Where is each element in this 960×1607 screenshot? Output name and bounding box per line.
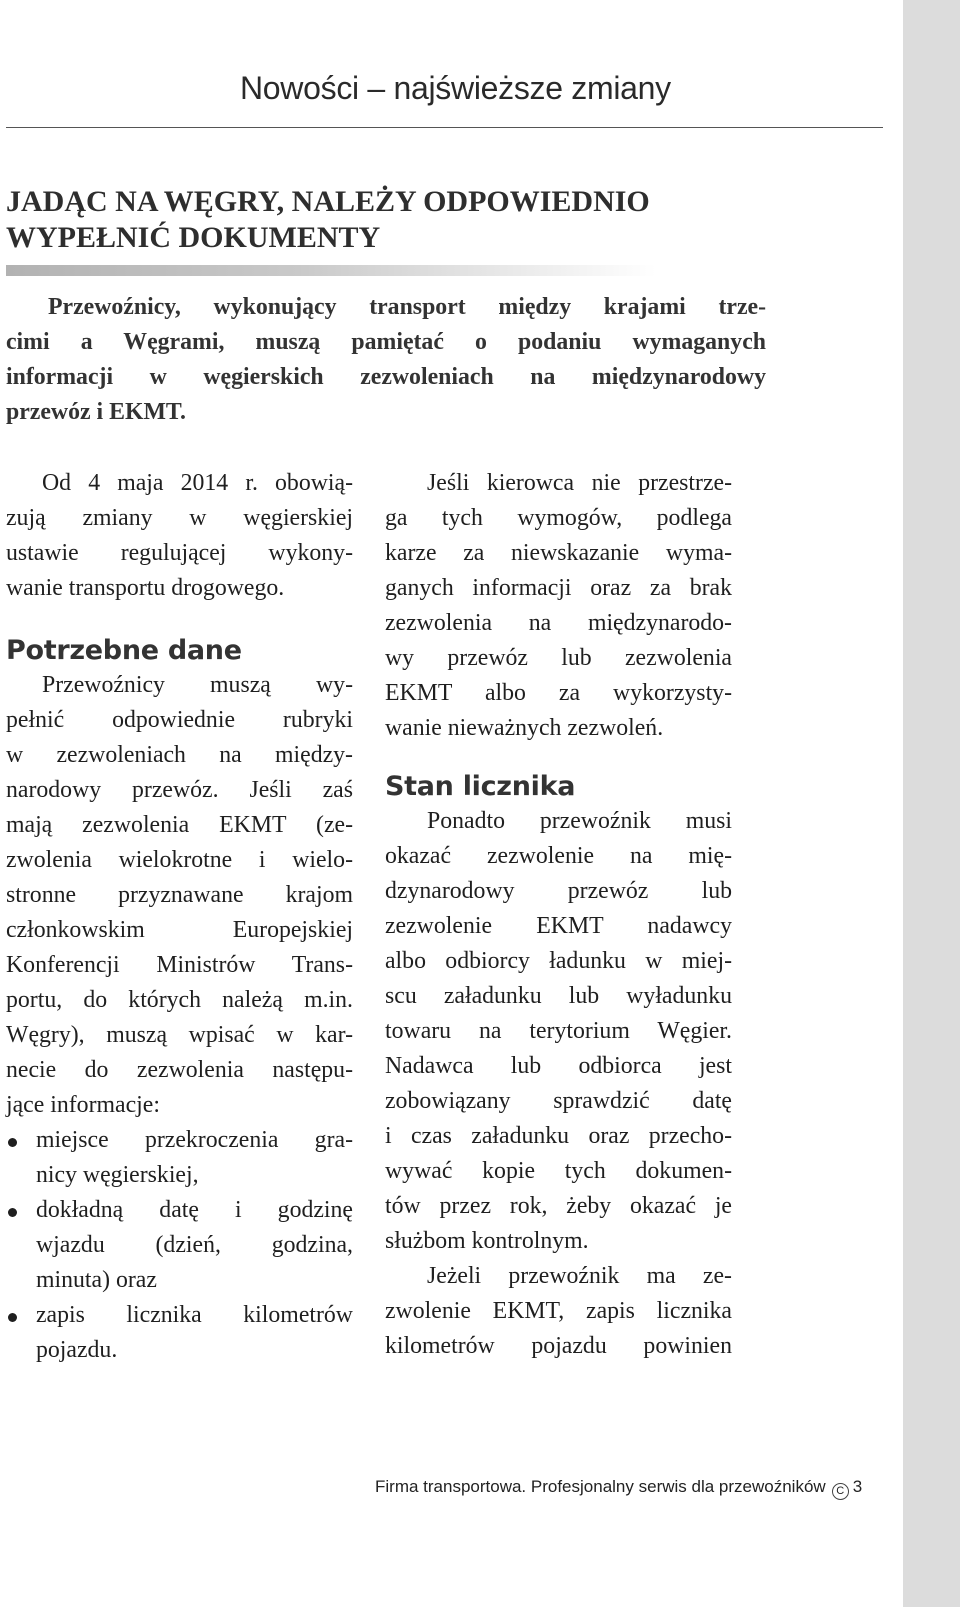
lead-line: cimi a Węgrami, muszą pamiętać o podaniu wymaganych xyxy=(6,329,766,355)
body-line: Konferencji Ministrów Trans- xyxy=(6,952,353,978)
bullet-item xyxy=(6,1193,353,1228)
body-line: zwolenia wielokrotne i wielo- xyxy=(6,847,353,873)
page-edge-strip xyxy=(903,0,960,1607)
title-line-1: JADĄC NA WĘGRY, NALEŻY ODPOWIEDNIO xyxy=(6,185,650,218)
bullet-icon xyxy=(8,1313,17,1322)
body-line: EKMT albo za wykorzysty- xyxy=(385,680,732,706)
body-line: necie do zezwolenia następu- xyxy=(6,1057,353,1083)
intro-line: Od 4 maja 2014 r. obowią- xyxy=(42,470,353,496)
lead-line: Przewoźnicy, wykonujący transport między krajami trze- xyxy=(48,294,766,320)
body-line: pełnić odpowiednie rubryki xyxy=(6,707,353,733)
publication-name: Firma transportowa. Profesjonalny serwis dla przewoźników xyxy=(375,1477,826,1496)
left-column xyxy=(6,466,353,1368)
article-title xyxy=(6,184,886,256)
body-line: członkowskim Europejskiej xyxy=(6,917,353,943)
right-column xyxy=(385,466,732,1364)
header-rule xyxy=(6,127,883,128)
body-line: mają zezwolenia EKMT (ze- xyxy=(6,812,353,838)
spacer xyxy=(385,746,732,769)
intro-line: wanie transportu drogowego. xyxy=(6,575,285,601)
subheading-potrzebne-dane: Potrzebne dane xyxy=(6,635,242,666)
bullet-continuation: minuta) oraz xyxy=(36,1267,157,1293)
subheading-stan-licznika: Stan licznika xyxy=(385,771,576,802)
body-line: dzynarodowy przewóz lub xyxy=(385,878,732,904)
body-line: kilometrów pojazdu powinien xyxy=(385,1333,732,1359)
bullet-continuation: nicy węgierskiej, xyxy=(36,1162,199,1188)
body-line: służbom kontrolnym. xyxy=(385,1228,589,1254)
body-line: wy przewóz lub zezwolenia xyxy=(385,645,732,671)
body-line: wywać kopie tych dokumen- xyxy=(385,1158,732,1184)
body-line: zwolenie EKMT, zapis licznika xyxy=(385,1298,732,1324)
section-header: Nowości – najświeższe zmiany xyxy=(240,70,671,106)
bullet-continuation: pojazdu. xyxy=(36,1337,118,1363)
intro-line: zują zmiany w węgierskiej xyxy=(6,505,353,531)
body-line: narodowy przewóz. Jeśli zaś xyxy=(6,777,353,803)
body-line: scu załadunku lub wyładunku xyxy=(385,983,732,1009)
title-underline xyxy=(6,265,656,276)
body-line: jące informacje: xyxy=(6,1092,160,1118)
body-line: w zezwoleniach na między- xyxy=(6,742,353,768)
bullet-item xyxy=(6,1123,353,1158)
page-number: 3 xyxy=(852,1477,863,1496)
bullet-continuation: wjazdu (dzień, godzina, xyxy=(36,1232,353,1258)
copyright-icon: C xyxy=(832,1483,849,1500)
body-line: wanie nieważnych zezwoleń. xyxy=(385,715,664,741)
body-line: Jeżeli przewoźnik ma ze- xyxy=(427,1263,732,1289)
body-line: Przewoźnicy muszą wy- xyxy=(42,672,353,698)
body-line: towaru na terytorium Węgier. xyxy=(385,1018,732,1044)
body-line: karze za niewskazanie wyma- xyxy=(385,540,732,566)
body-line: albo odbiorcy ładunku w miej- xyxy=(385,948,732,974)
lead-line: informacji w węgierskich zezwoleniach na międzynarodowy xyxy=(6,364,766,390)
body-line: Węgry), muszą wpisać w kar- xyxy=(6,1022,353,1048)
body-line: zobowiązany sprawdzić datę xyxy=(385,1088,732,1114)
bullet-icon xyxy=(8,1138,17,1147)
bullet-icon xyxy=(8,1208,17,1217)
page-footer xyxy=(375,1477,862,1500)
spacer xyxy=(6,606,353,633)
body-line: i czas załadunku oraz przecho- xyxy=(385,1123,732,1149)
body-line: stronne przyznawane krajom xyxy=(6,882,353,908)
body-line: Ponadto przewoźnik musi xyxy=(427,808,732,834)
body-line: zezwolenia na międzynarodo- xyxy=(385,610,732,636)
body-line: ga tych wymogów, podlega xyxy=(385,505,732,531)
body-line: ganych informacji oraz za brak xyxy=(385,575,732,601)
body-line: zezwolenie EKMT nadawcy xyxy=(385,913,732,939)
lead-paragraph xyxy=(6,290,766,430)
body-line: okazać zezwolenie na mię- xyxy=(385,843,732,869)
body-line: tów przez rok, żeby okazać je xyxy=(385,1193,732,1219)
bullet-text: miejsce przekroczenia gra- xyxy=(36,1127,353,1153)
title-line-2: WYPEŁNIĆ DOKUMENTY xyxy=(6,221,381,254)
bullet-text: dokładną datę i godzinę xyxy=(36,1197,353,1223)
bullet-text: zapis licznika kilometrów xyxy=(36,1302,353,1328)
lead-line: przewóz i EKMT. xyxy=(6,399,186,425)
bullet-item xyxy=(6,1298,353,1333)
intro-line: ustawie regulującej wykony- xyxy=(6,540,353,566)
body-line: Nadawca lub odbiorca jest xyxy=(385,1053,732,1079)
body-line: portu, do których należą m.in. xyxy=(6,987,353,1013)
body-line: Jeśli kierowca nie przestrze- xyxy=(427,470,732,496)
